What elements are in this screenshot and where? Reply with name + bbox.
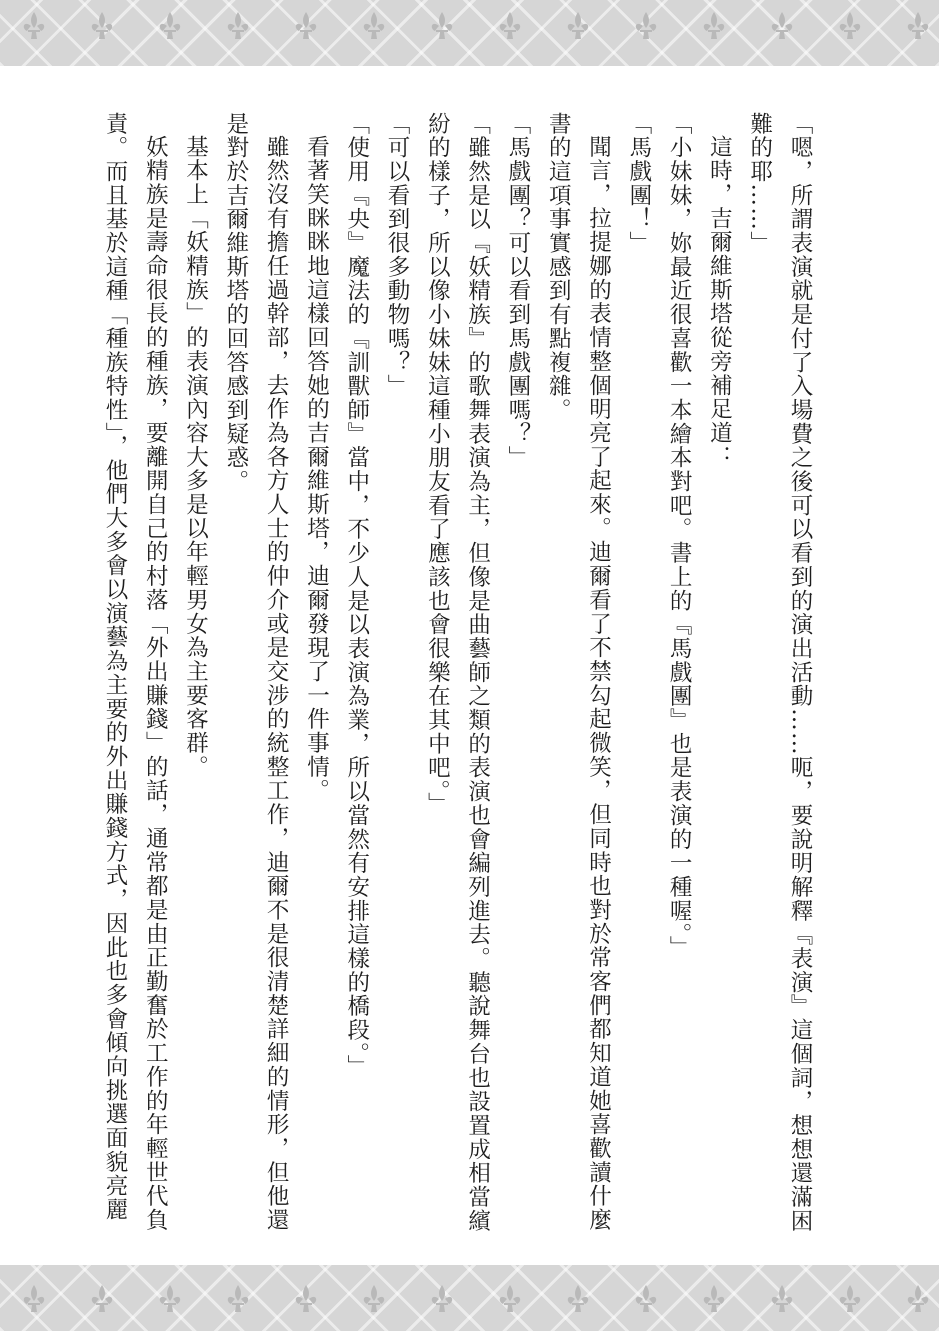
decorative-header-band (0, 0, 939, 66)
decorative-footer-band (0, 1265, 939, 1331)
paragraph-narration: 看著笑眯眯地這樣回答她的吉爾維斯塔，迪爾發現了一件事情。 (303, 134, 330, 803)
paragraph-narration: 這時，吉爾維斯塔從旁補足道： (706, 134, 733, 469)
paragraph-dialogue: 「馬戲團！」 (625, 112, 652, 256)
paragraph-dialogue: 「雖然是以『妖精族』的歌舞表演為主，但像是曲藝師之類的表演也會編列進去。聽說舞台也設置成相當繽紛的樣子，所以像小妹妹這種小朋友看了應該也會很樂在其中吧。」 (424, 112, 491, 1233)
paragraph-narration: 基本上「妖精族」的表演內容大多是以年輕男女為主要客群。 (182, 134, 209, 779)
paragraph-dialogue: 「嗯，所謂表演就是付了入場費之後可以看到的演出活動……呃，要說明解釋『表演』這個詞，想想還滿困難的耶……」 (746, 112, 813, 1233)
fleur-pattern-icon (0, 1265, 939, 1331)
paragraph-dialogue: 「馬戲團？可以看到馬戲團嗎？」 (504, 112, 531, 470)
paragraph-dialogue: 「可以看到很多動物嗎？」 (384, 112, 411, 399)
fleur-pattern-icon (0, 0, 939, 66)
paragraph-narration: 聞言，拉提娜的表情整個明亮了起來。迪爾看了不禁勾起微笑，但同時也對於常客們都知道她喜歡讀什麼書的這項事實感到有點複雜。 (545, 112, 612, 1232)
paragraph-narration: 雖然沒有擔任過幹部，去作為各方人士的仲介或是交涉的統整工作，迪爾不是很清楚詳細的情形，但他還是對於吉爾維斯塔的回答感到疑惑。 (222, 112, 290, 1232)
vertical-text-page (70, 112, 820, 1247)
paragraph-narration: 妖精族是壽命很長的種族，要離開自己的村落「外出賺錢」的話，通常都是由正勤奮於工作的年輕世代負責。而且基於這種「種族特性」，他們大多會以演藝為主要的外出賺錢方式，因此也多會傾向挑選面貌亮麗 (101, 112, 169, 1232)
paragraph-dialogue: 「使用『央』魔法的『訓獸師』當中，不少人是以表演為業，所以當然有安排這樣的橋段。」 (343, 112, 370, 1079)
paragraph-dialogue: 「小妹妹，妳最近很喜歡一本繪本對吧。書上的『馬戲團』也是表演的一種喔。」 (666, 112, 693, 960)
